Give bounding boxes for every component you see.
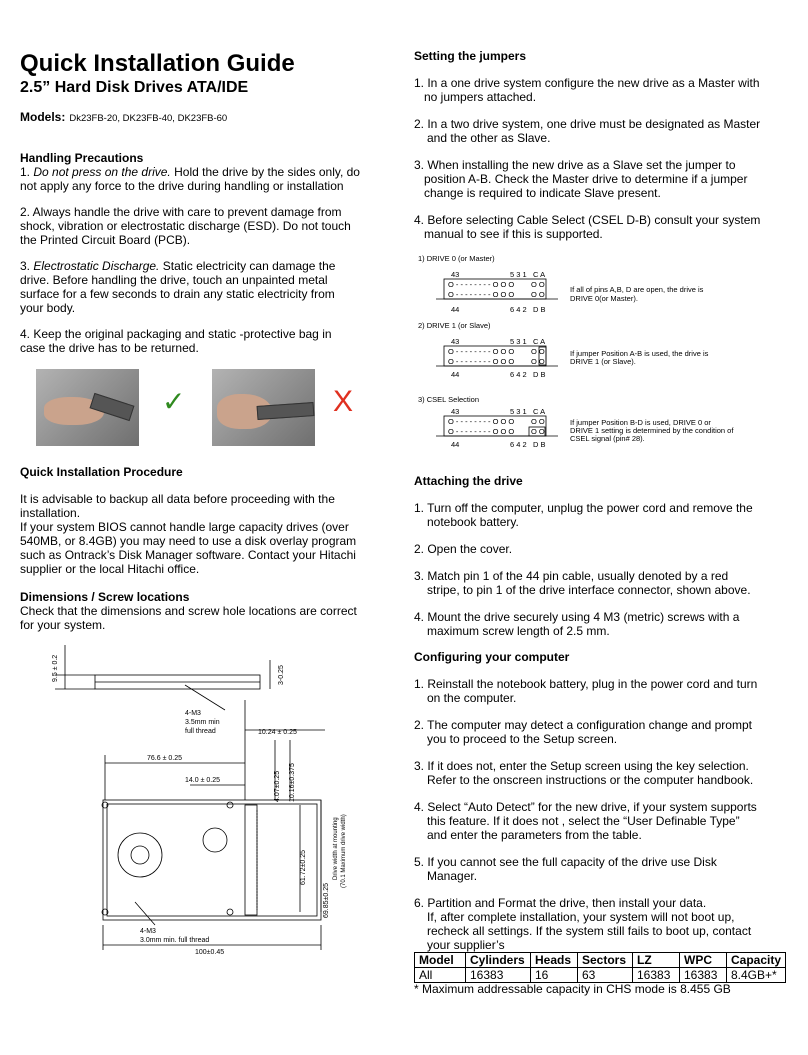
dim-100: 100±0.45 — [195, 949, 225, 955]
jumpers-section — [414, 49, 794, 241]
diagram2-note1: If jumper Position A-B is used, the drive is — [570, 349, 709, 358]
svg-text:43: 43 — [451, 337, 460, 346]
dim-right-top: 10.24 ± 0.25 — [258, 729, 297, 736]
screw-top-label2: 3.5mm min — [185, 719, 220, 726]
dim-offset: 3-0.25 — [278, 665, 285, 685]
attaching-heading: Attaching the drive — [414, 474, 523, 488]
dim-height: 9.5 ± 0.2 — [52, 654, 59, 682]
handling-heading: Handling Precautions — [20, 151, 144, 165]
screw-top-label: 4-M3 — [185, 710, 201, 717]
table-header-row — [415, 953, 786, 968]
attach-item-4: 4. Mount the drive securely using 4 M3 (metric) screws with a maximum screw length of 2.5 mm. — [414, 610, 740, 638]
dim-140: 14.0 ± 0.25 — [185, 777, 220, 784]
svg-text:5 3 1: 5 3 1 — [510, 270, 527, 279]
diagram3-title: 3) CSEL Selection — [418, 395, 480, 404]
svg-text:O O: O O — [531, 280, 545, 289]
svg-text:C A: C A — [533, 270, 546, 279]
svg-text:O O: O O — [531, 417, 545, 426]
drive-parameters-table — [414, 952, 786, 983]
config-item-3: 3. If it does not, enter the Setup screen using the key selection. Refer to the onscreen instructions or the computer handbook. — [414, 759, 754, 787]
diagram1-note1: If all of pins A,B, D are open, the drive is — [570, 285, 704, 294]
col-sectors: Sectors — [578, 953, 633, 968]
diagram2-title: 2) DRIVE 1 (or Slave) — [418, 321, 491, 330]
screw-top-label3: full thread — [185, 728, 216, 735]
dim-6985: 69.85±0.25 — [323, 883, 330, 918]
svg-text:O O: O O — [531, 290, 545, 299]
svg-text:C A: C A — [533, 337, 546, 346]
configuring-heading: Configuring your computer — [414, 650, 570, 664]
jumpers-heading: Setting the jumpers — [414, 49, 527, 63]
svg-text:O - - - - - - - - O O O: O - - - - - - - - O O O — [448, 427, 515, 436]
config-item-4: 4. Select “Auto Detect” for the new drive, if your system supports this feature. If it does not , select the “User Definable Type” and enter the parameters from the table. — [414, 800, 757, 842]
dimension-drawing — [45, 640, 365, 955]
col-wpc: WPC — [680, 953, 727, 968]
svg-text:43: 43 — [451, 270, 460, 279]
config-item-2: 2. The computer may detect a configuration change and prompt you to proceed to the Setup screen. — [414, 718, 752, 746]
jumper-diagrams — [418, 252, 798, 452]
svg-text:O - - - - - - - - O O O: O - - - - - - - - O O O — [448, 357, 515, 366]
jumper-item-1: 1. In a one drive system configure the new drive as a Master with no jumpers attached. — [414, 76, 760, 104]
svg-text:44: 44 — [451, 440, 460, 449]
diagram2-note2: DRIVE 1 (or Slave). — [570, 357, 636, 366]
handling-section — [20, 151, 360, 355]
dim-width-max: (70.1 Maximum drive width) — [341, 814, 347, 888]
svg-text:O O: O O — [531, 357, 545, 366]
diagram3-note2: DRIVE 1 setting is determined by the condition of — [570, 426, 734, 435]
models-line — [20, 110, 227, 124]
svg-text:44: 44 — [451, 370, 460, 379]
check-icon: ✓ — [162, 386, 186, 417]
col-cylinders: Cylinders — [466, 953, 531, 968]
procedure-p1: It is advisable to backup all data before proceeding with the installation. — [20, 492, 335, 520]
attaching-section — [414, 474, 794, 638]
svg-text:6 4 2: 6 4 2 — [510, 370, 527, 379]
dim-766: 76.6 ± 0.25 — [147, 755, 182, 762]
svg-text:O O: O O — [531, 427, 545, 436]
screw-bot-label: 4-M3 — [140, 928, 156, 935]
config-item-5: 5. If you cannot see the full capacity of the drive use Disk Manager. — [414, 855, 717, 883]
svg-text:O - - - - - - - - O O O: O - - - - - - - - O O O — [448, 417, 515, 426]
svg-text:C A: C A — [533, 407, 546, 416]
incorrect-handling-photo — [212, 369, 315, 446]
jumper-item-2: 2. In a two drive system, one drive must be designated as Master and the other as Slave. — [414, 117, 761, 145]
models-label: Models: — [20, 110, 66, 124]
svg-text:43: 43 — [451, 407, 460, 416]
capacity-footnote: * Maximum addressable capacity in CHS mode is 8.455 GB — [414, 982, 731, 996]
diagram1-note2: DRIVE 0(or Master). — [570, 294, 638, 303]
col-model: Model — [415, 953, 466, 968]
diagram3-note1: If jumper Position B-D is used, DRIVE 0 or — [570, 418, 711, 427]
procedure-heading: Quick Installation Procedure — [20, 465, 183, 479]
svg-text:O O: O O — [531, 347, 545, 356]
handling-p2: 2. Always handle the drive with care to prevent damage from shock, vibration or electrostatic discharge (ESD). Do not touch the Printed Circuit Board (PCB). — [20, 205, 351, 247]
cross-icon: X — [333, 385, 354, 418]
svg-text:D B: D B — [533, 370, 546, 379]
svg-text:6 4 2: 6 4 2 — [510, 440, 527, 449]
svg-text:O - - - - - - - - O O O: O - - - - - - - - O O O — [448, 280, 515, 289]
handling-p4: 4. Keep the original packaging and static -protective bag in case the drive has to be returned. — [20, 327, 332, 355]
models-value: Dk23FB-20, DK23FB-40, DK23FB-60 — [69, 113, 228, 124]
config-item-6: 6. Partition and Format the drive, then install your data. If, after complete installation, your system will not boot up, recheck all settings. If the system still fails to boot up, contact your supplier’s — [414, 896, 752, 952]
col-heads: Heads — [531, 953, 578, 968]
page-title: Quick Installation Guide — [20, 50, 295, 77]
config-item-1: 1. Reinstall the notebook battery, plug in the power cord and turn on the computer. — [414, 677, 758, 705]
dimensions-heading: Dimensions / Screw locations — [20, 590, 190, 604]
screw-bot-label2: 3.0mm min. full thread — [140, 937, 210, 944]
svg-text:O - - - - - - - - O O O: O - - - - - - - - O O O — [448, 290, 515, 299]
dim-1016: 10.16±0.375 — [289, 763, 296, 802]
procedure-section — [20, 465, 365, 632]
handling-p3: 3. Electrostatic Discharge. Static electricity can damage the drive. Before handling the drive, touch an unpainted metal surface for a few seconds to drain any static electricity from your body. — [20, 259, 336, 315]
svg-text:O - - - - - - - - O O O: O - - - - - - - - O O O — [448, 347, 515, 356]
dimensions-p: Check that the dimensions and screw hole locations are correct for your system. — [20, 604, 357, 632]
dim-6172: 61.72±0.25 — [300, 850, 307, 885]
diagram1-title: 1) DRIVE 0 (or Master) — [418, 254, 495, 263]
procedure-p2: If your system BIOS cannot handle large capacity drives (over 540MB, or 8.4GB) you may need to use a disk overlay program such as Ontrack’s Disk Manager software. Contact your Hitachi supplier or the local Hitachi office. — [20, 520, 357, 576]
col-lz: LZ — [633, 953, 680, 968]
handling-p1: 1. Do not press on the drive. Hold the drive by the sides only, do not apply any force to the drive during handling or installation — [20, 165, 360, 193]
svg-text:44: 44 — [451, 305, 460, 314]
svg-text:D B: D B — [533, 440, 546, 449]
correct-handling-photo — [36, 369, 139, 446]
attach-item-2: 2. Open the cover. — [414, 542, 513, 556]
jumper-item-4: 4. Before selecting Cable Select (CSEL D-B) consult your system manual to see if this is supported. — [414, 213, 761, 241]
attach-item-3: 3. Match pin 1 of the 44 pin cable, usually denoted by a red stripe, to pin 1 of the drive interface connector, shown above. — [414, 569, 751, 597]
dim-width-note: Drive width at mounting — [333, 817, 339, 880]
page-subtitle: 2.5” Hard Disk Drives ATA/IDE — [20, 79, 249, 96]
configuring-section — [414, 650, 794, 952]
svg-text:D B: D B — [533, 305, 546, 314]
table-row: All 16383 16 63 16383 16383 8.4GB+* — [415, 968, 786, 983]
diagram3-note3: CSEL signal (pin# 28). — [570, 434, 645, 443]
jumper-item-3: 3. When installing the new drive as a Slave set the jumper to position A-B. Check the Master drive to determine if a jumper change is required to indicate Slave present. — [414, 158, 748, 200]
dim-407: 4.07±0.25 — [274, 770, 281, 802]
svg-text:6 4 2: 6 4 2 — [510, 305, 527, 314]
col-capacity: Capacity — [727, 953, 786, 968]
svg-text:5 3 1: 5 3 1 — [510, 407, 527, 416]
attach-item-1: 1. Turn off the computer, unplug the power cord and remove the notebook battery. — [414, 501, 753, 529]
svg-text:5 3 1: 5 3 1 — [510, 337, 527, 346]
